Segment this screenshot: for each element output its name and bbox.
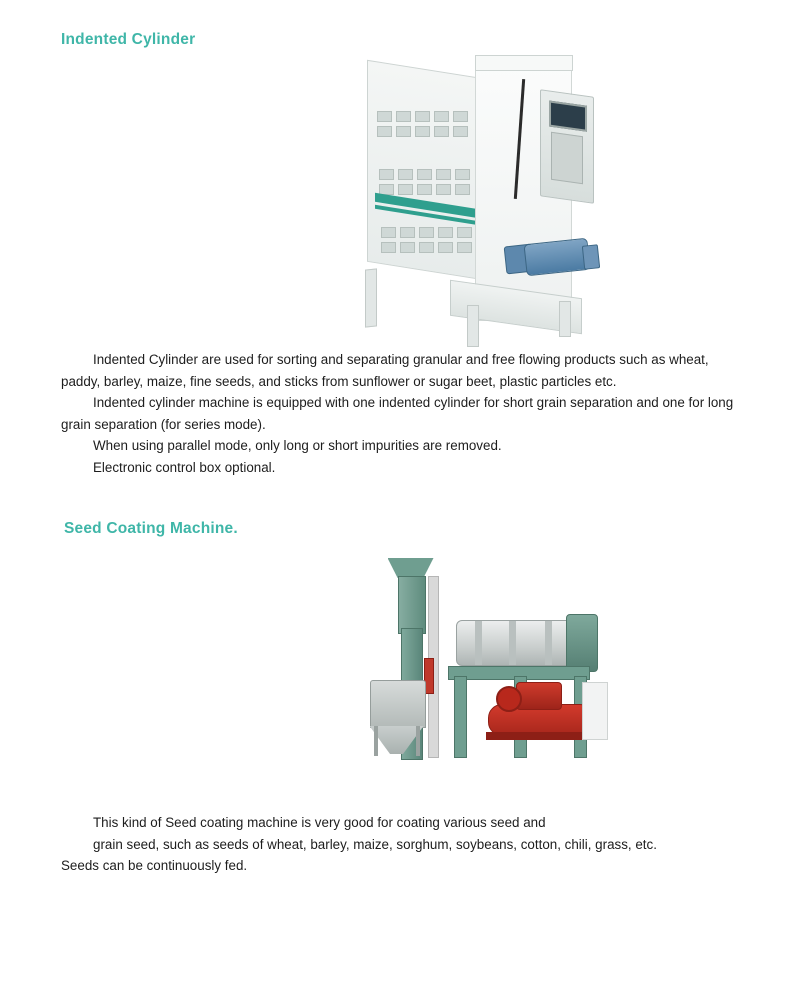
paragraph: Indented Cylinder are used for sorting and separating granular and free flowing products such as wheat, paddy, barley, maize, fine seeds, and sticks from sunflower or sugar beet, plastic particles etc. — [61, 352, 709, 389]
grille-slot — [438, 242, 453, 253]
grille-slot — [434, 126, 449, 137]
drum-ring — [475, 621, 482, 665]
paragraph: Indented cylinder machine is equipped with one indented cylinder for short grain separation and one for long grain separation (for series mode). — [61, 395, 734, 432]
grille-slot — [415, 126, 430, 137]
drive-motor — [524, 238, 591, 277]
grille-slot — [417, 169, 432, 180]
support-leg-left — [365, 268, 377, 327]
inlet-hopper — [388, 558, 434, 578]
drum-drive-end — [566, 614, 598, 672]
grille-slot — [419, 242, 434, 253]
drum-ring — [545, 621, 552, 665]
section-seed-coating-machine — [55, 478, 745, 877]
control-panel — [540, 89, 594, 204]
machine-top-cap — [475, 55, 573, 71]
grille-slot — [396, 126, 411, 137]
seed-coating-body — [55, 794, 745, 877]
ground-line — [368, 754, 648, 760]
grille-slot — [457, 242, 472, 253]
grille-slot — [398, 184, 413, 195]
grille-slot — [457, 227, 472, 238]
control-panel-buttons — [551, 132, 583, 184]
section-title-indented-cylinder — [55, 0, 745, 49]
section-title-text: Seed Coating Machine — [64, 520, 234, 537]
coating-drum — [456, 620, 578, 666]
paragraph: This kind of Seed coating machine is very good for coating various seed and — [93, 815, 546, 830]
frame-leg-left — [454, 676, 467, 758]
paragraph: Electronic control box optional. — [93, 459, 276, 475]
tank-leg-left — [374, 726, 378, 756]
compressor-pulley — [496, 686, 522, 712]
paragraph: grain seed, such as seeds of wheat, barley, maize, sorghum, soybeans, cotton, chili, grass, etc. — [93, 836, 657, 852]
grille-panel-mid-left — [375, 165, 475, 199]
grille-slot — [438, 227, 453, 238]
grille-slot — [434, 111, 449, 122]
grille-slot — [400, 227, 415, 238]
grille-slot — [381, 227, 396, 238]
compressor-motor — [516, 682, 562, 710]
seed-coating-machine-illustration — [368, 554, 648, 794]
grille-slot — [398, 169, 413, 180]
tank-leg-right — [416, 726, 420, 756]
indented-cylinder-body — [55, 335, 745, 478]
paragraph: When using parallel mode, only long or short impurities are removed. — [93, 438, 502, 453]
figure-indented-cylinder — [55, 49, 745, 335]
grille-slot — [455, 184, 470, 195]
grille-slot — [415, 111, 430, 122]
grille-slot — [455, 169, 470, 180]
control-panel-screen — [549, 100, 587, 131]
elevator-head — [398, 576, 426, 634]
grille-panel-upper-left — [373, 107, 473, 141]
grille-slot — [379, 169, 394, 180]
grille-slot — [381, 242, 396, 253]
grille-slot — [377, 111, 392, 122]
support-leg-front — [467, 305, 479, 347]
grille-slot — [419, 227, 434, 238]
grille-slot — [377, 126, 392, 137]
paragraph: Seeds can be continuously fed. — [61, 858, 248, 873]
grille-slot — [453, 126, 468, 137]
motor-fan-cover — [582, 244, 600, 270]
grille-slot — [453, 111, 468, 122]
liquid-mixing-tank — [370, 680, 426, 728]
section-title-suffix: . — [233, 520, 238, 537]
control-cabinet — [582, 682, 608, 740]
indented-cylinder-machine-illustration — [355, 55, 655, 335]
grille-slot — [417, 184, 432, 195]
grille-panel-lower-left — [377, 223, 477, 257]
compressor-base — [486, 732, 596, 740]
figure-seed-coating-machine — [55, 538, 745, 794]
grille-slot — [396, 111, 411, 122]
grille-slot — [436, 169, 451, 180]
section-title-text: Indented Cylinder — [61, 31, 196, 48]
section-indented-cylinder — [55, 0, 745, 478]
section-title-seed-coating-machine — [55, 478, 745, 538]
drum-ring — [509, 621, 516, 665]
support-leg-right — [559, 301, 571, 337]
grille-slot — [436, 184, 451, 195]
grille-slot — [400, 242, 415, 253]
